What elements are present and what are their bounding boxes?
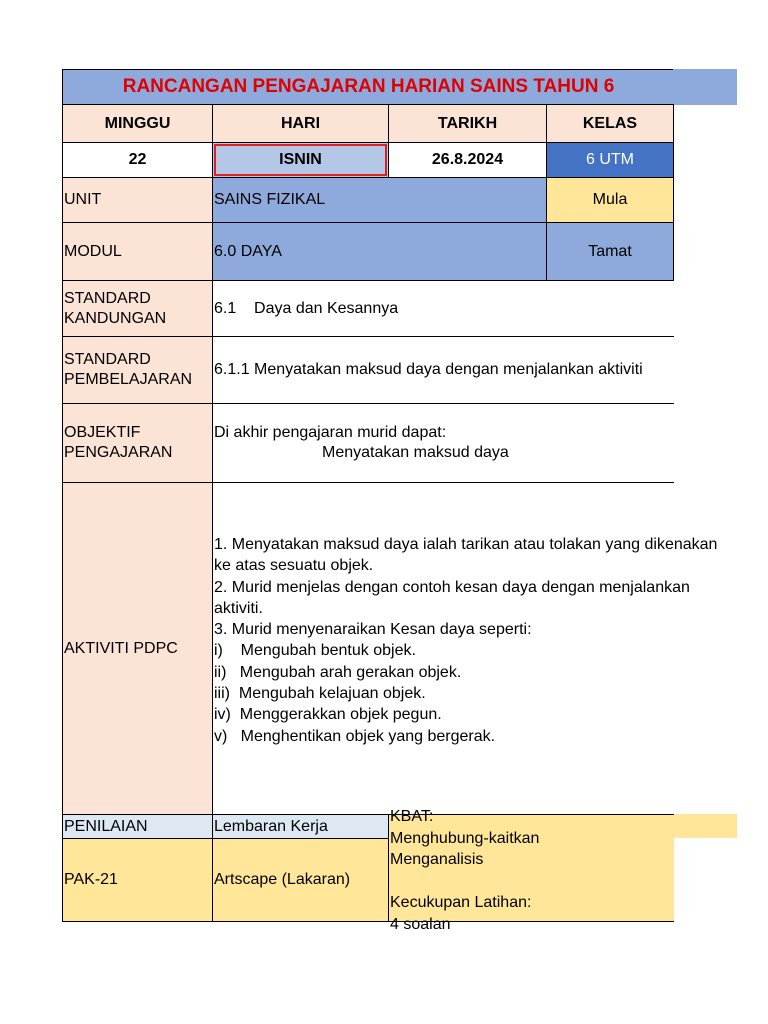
aktiviti-line: ke atas sesuatu objek.: [214, 557, 374, 575]
objektif-line-2: Menyatakan maksud daya: [322, 444, 509, 461]
unit-label: UNIT: [62, 177, 213, 223]
penilaian-value: Lembaran Kerja: [212, 814, 389, 839]
standard-pembelajaran-label-1: STANDARD: [64, 351, 151, 368]
header-hari: HARI: [212, 104, 389, 143]
header-tarikh: TARIKH: [388, 104, 547, 143]
aktiviti-line: 3. Murid menyenaraikan Kesan daya seperti:: [214, 621, 532, 639]
kbat-line: 4 soalan: [390, 915, 451, 933]
pak21-value: Artscape (Lakaran): [212, 838, 389, 922]
objektif-label-1: OBJEKTIF: [64, 424, 141, 441]
standard-pembelajaran-value: 6.1.1 Menyatakan maksud daya dengan menjalankan aktiviti: [212, 336, 674, 404]
objektif-line-1: Di akhir pengajaran murid dapat:: [214, 424, 447, 441]
modul-label: MODUL: [62, 222, 213, 281]
aktiviti-value: [212, 482, 718, 815]
hari-text: ISNIN: [279, 151, 322, 168]
standard-kandungan-label-2: KANDUNGAN: [64, 309, 167, 327]
tamat-cell: Tamat: [546, 222, 674, 281]
page-title: RANCANGAN PENGAJARAN HARIAN SAINS TAHUN 6: [122, 76, 615, 97]
penilaian-label: PENILAIAN: [62, 814, 213, 839]
standard-pembelajaran-label-2: PEMBELAJARAN: [64, 371, 193, 388]
aktiviti-label: AKTIVITI PDPC: [62, 482, 213, 815]
aktiviti-line: aktiviti.: [214, 599, 263, 617]
header-kelas: KELAS: [546, 104, 674, 143]
hari-value[interactable]: [212, 142, 389, 178]
title-extension: [673, 69, 737, 105]
objektif-value: [212, 403, 674, 483]
objektif-label: [62, 403, 213, 483]
unit-value: SAINS FIZIKAL: [212, 177, 547, 223]
kelas-value: 6 UTM: [546, 142, 674, 178]
aktiviti-line: ii) Mengubah arah gerakan objek.: [214, 663, 462, 681]
standard-pembelajaran-label: [62, 336, 213, 404]
penilaian-extension: [673, 814, 737, 838]
aktiviti-line: i) Mengubah bentuk objek.: [214, 642, 416, 660]
standard-kandungan-value: 6.1 Daya dan Kesannya: [212, 280, 674, 337]
header-minggu: MINGGU: [62, 104, 213, 143]
aktiviti-line: v) Menghentikan objek yang bergerak.: [214, 727, 496, 745]
objektif-label-2: PENGAJARAN: [64, 444, 173, 461]
mula-cell: Mula: [546, 177, 674, 223]
kbat-line: Kecukupan Latihan:: [390, 894, 532, 911]
tarikh-value: 26.8.2024: [388, 142, 547, 178]
aktiviti-line: 1. Menyatakan maksud daya ialah tarikan atau tolakan yang dikenakan: [214, 536, 718, 553]
kbat-cell: [388, 808, 674, 933]
kbat-line: [390, 871, 539, 893]
modul-value: 6.0 DAYA: [212, 222, 547, 281]
kbat-line: Menganalisis: [390, 851, 484, 868]
pak21-label: PAK-21: [62, 838, 213, 922]
standard-kandungan-label-1: STANDARD: [64, 289, 151, 307]
aktiviti-line: iv) Menggerakkan objek pegun.: [214, 706, 442, 724]
aktiviti-line: iii) Mengubah kelajuan objek.: [214, 685, 426, 703]
title-cell: [62, 69, 674, 105]
kbat-line: KBAT:: [390, 808, 434, 825]
minggu-value: 22: [62, 142, 213, 178]
kbat-line: Menghubung-kaitkan: [390, 829, 540, 847]
standard-kandungan-label: [62, 280, 213, 337]
aktiviti-line: 2. Murid menjelas dengan contoh kesan daya dengan menjalankan: [214, 578, 690, 596]
